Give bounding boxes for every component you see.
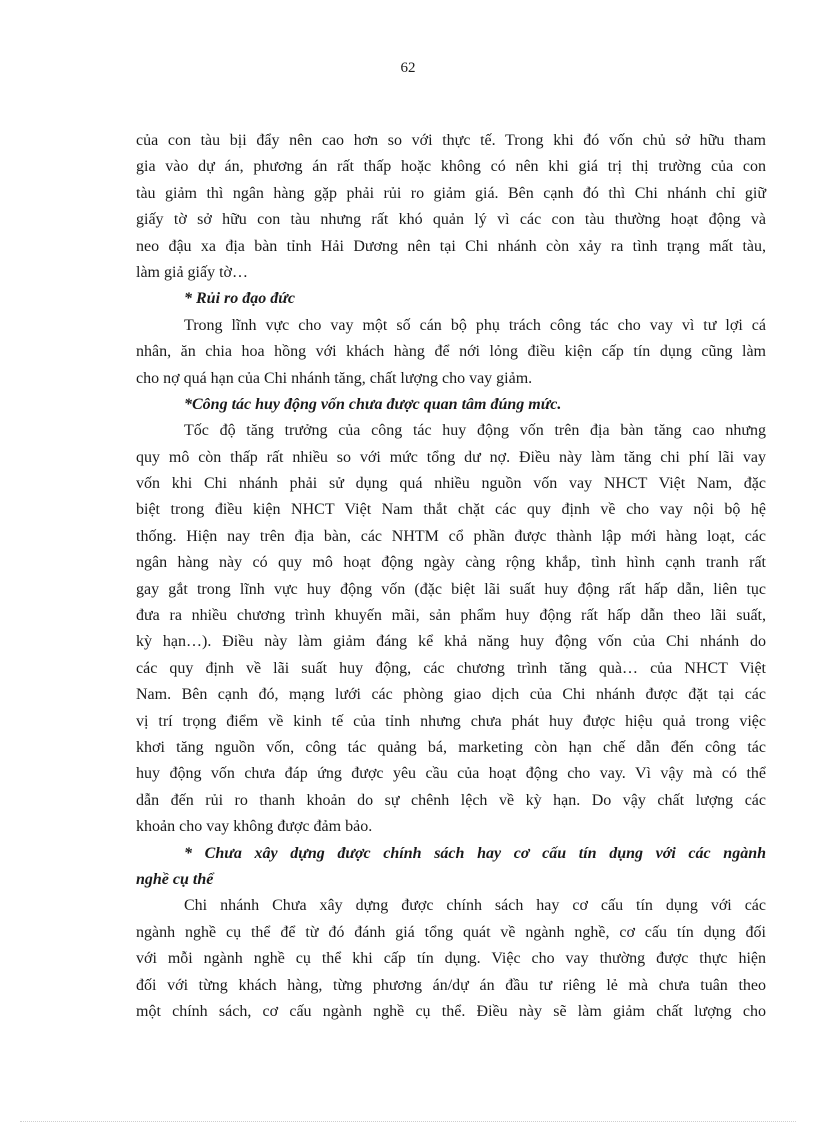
paragraph-line: gia vào dự án, phương án rất thấp hoặc không có nên khi giá trị thị trường của con [136,158,766,176]
paragraph-line: cho nợ quá hạn của Chi nhánh tăng, chất lượng cho vay giảm. [136,369,533,387]
paragraph-line: Tốc độ tăng trưởng của công tác huy động vốn trên địa bàn tăng cao nhưng [184,422,766,440]
paragraph-line: Trong lĩnh vực cho vay một số cán bộ phụ trách công tác cho vay vì tư lợi cá [184,316,766,334]
section-heading-line: *Công tác huy động vốn chưa được quan tâm đúng mức. [184,395,562,413]
paragraph-line: một chính sách, cơ cấu ngành nghề cụ thể. Điều này sẽ làm giảm chất lượng cho [136,1002,766,1020]
paragraph-line: giấy tờ sở hữu con tàu nhưng rất khó quản lý vì các con tàu thường hoạt động và [136,211,766,229]
paragraph-line: đối với từng khách hàng, từng phương án/dự án đầu tư riêng lẻ mà chưa tuân theo [136,976,766,994]
paragraph-line: vốn khi Chi nhánh phải sử dụng quá nhiều nguồn vốn vay NHCT Việt Nam, đặc [136,475,766,493]
paragraph-line: khơi tăng nguồn vốn, công tác quảng bá, marketing còn hạn chế dẫn đến công tác [136,738,766,756]
paragraph-line: Nam. Bên cạnh đó, mạng lưới các phòng giao dịch của Chi nhánh được đặt tại các [136,686,766,704]
page-bottom-rule [20,1121,796,1122]
paragraph-line: nhân, ăn chia hoa hồng với khách hàng để nới lỏng điều kiện cấp tín dụng cũng làm [136,343,766,361]
paragraph-line: vị trí trọng điểm về kinh tế của tỉnh nhưng chưa phát huy được hiệu quả trong việc [136,712,766,730]
paragraph-line: huy động vốn chưa đáp ứng được yêu cầu của hoạt động cho vay. Vì vậy mà có thể [136,765,766,783]
section-heading-line: * Chưa xây dựng được chính sách hay cơ cấu tín dụng với các ngành [184,844,766,862]
paragraph-line: của con tàu bịi đẩy nên cao hơn so với thực tế. Trong khi đó vốn chủ sở hữu tham [136,132,766,149]
document-body [136,128,766,1025]
section-heading-line: nghề cụ thể [136,870,214,888]
paragraph-line: dẫn đến rủi ro thanh khoản do sự chênh lệch về kỳ hạn. Do vậy chất lượng các [136,791,766,809]
paragraph-line: làm giả giấy tờ… [136,263,248,281]
paragraph-line: kỳ hạn…). Điều này làm giảm đáng kể khả năng huy động vốn của Chi nhánh do [136,633,766,651]
section-heading-line: * Rủi ro đạo đức [184,290,295,308]
paragraph-line: quy mô còn thấp rất nhiều so với mức tổng dư nợ. Điều này làm tăng chi phí lãi vay [136,448,766,466]
paragraph-line: các quy định về lãi suất huy động, các chương trình tăng quà… của NHCT Việt [136,659,766,677]
paragraph-line: thống. Hiện nay trên địa bàn, các NHTM cổ phần được thành lập mới hàng loạt, các [136,527,766,545]
paragraph-line: biệt trong điều kiện NHCT Việt Nam thắt chặt các quy định về cho vay nội bộ hệ [136,501,766,519]
paragraph-line: khoản cho vay không được đảm bảo. [136,818,373,836]
paragraph-line: với mỗi ngành nghề cụ thể khi cấp tín dụng. Việc cho vay thường được thực hiện [136,950,766,968]
paragraph-line: đưa ra nhiều chương trình khuyến mãi, sản phẩm huy động rất hấp dẫn theo lãi suất, [136,607,766,625]
paragraph-line: tàu giảm thì ngân hàng gặp phải rủi ro giảm giá. Bên cạnh đó thì Chi nhánh chỉ giữ [136,184,766,202]
paragraph-line: ngân hàng này có quy mô hoạt động ngày càng rộng khắp, tình hình cạnh tranh rất [136,554,766,572]
paragraph-line: ngành nghề cụ thể để từ đó đánh giá tổng quát về ngành nghề, cơ cấu tín dụng đối [136,923,766,941]
page-number: 62 [400,60,416,76]
paragraph-line: gay gắt trong lĩnh vực huy động vốn (đặc biệt lãi suất huy động rất hấp dẫn, liên tục [136,580,766,598]
paragraph-line: neo đậu xa địa bàn tỉnh Hải Dương nên tại Chi nhánh còn xảy ra tình trạng mất tàu, [136,237,766,255]
paragraph-line: Chi nhánh Chưa xây dựng được chính sách hay cơ cấu tín dụng với các [184,897,766,915]
